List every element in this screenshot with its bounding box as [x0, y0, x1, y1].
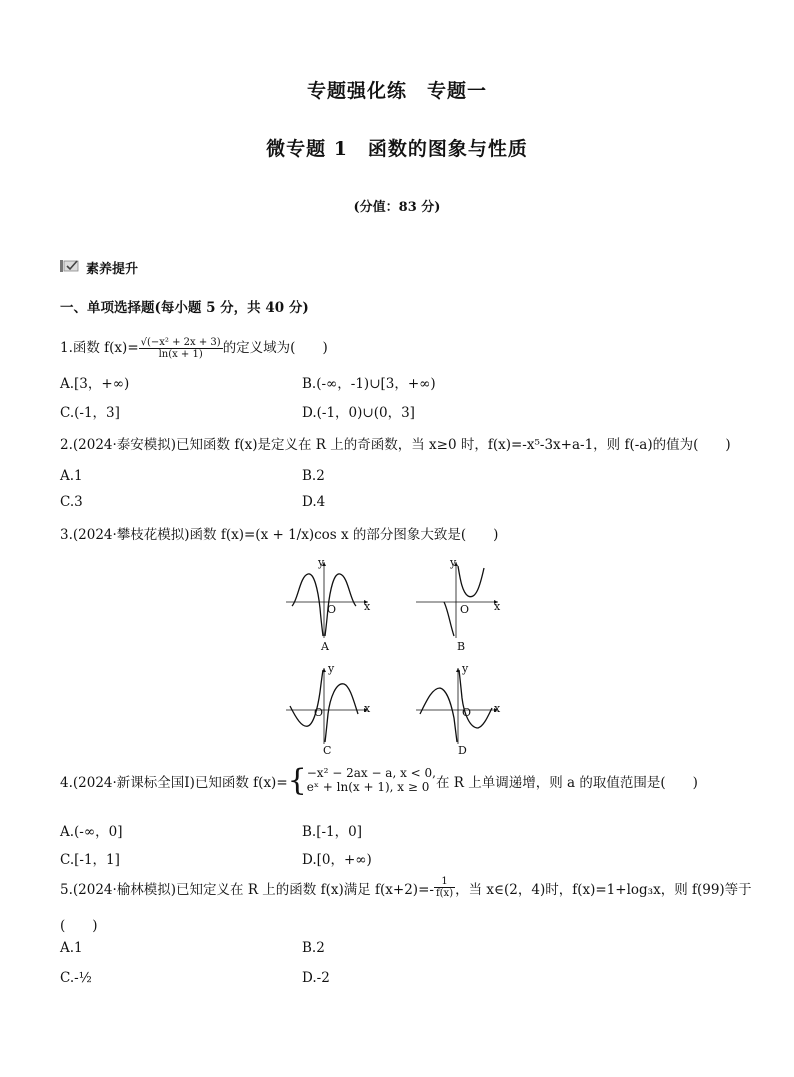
q1-fraction	[139, 337, 223, 360]
q5-option-b[interactable]: B.2	[302, 940, 325, 956]
q5-numerator: 1	[434, 876, 455, 888]
q5-option-d[interactable]: D.-2	[302, 970, 330, 986]
q4-piece-1: −x² − 2ax − a, x < 0,	[306, 766, 436, 781]
q4-option-c[interactable]: C.[-1，1]	[60, 852, 120, 868]
q1-option-b[interactable]: B.(-∞，-1)∪[3，+∞)	[302, 376, 436, 392]
figure-a[interactable]	[284, 556, 376, 653]
q2-option-c[interactable]: C.3	[60, 494, 83, 510]
question-3: 3.(2024·攀枝花模拟)函数 f(x)=(x + 1/x)cos x 的部分图象大致是( )	[60, 527, 499, 543]
q5-option-a[interactable]: A.1	[60, 940, 83, 956]
figure-b-y-label: y	[450, 556, 457, 569]
figure-b-origin: O	[460, 603, 470, 616]
q5-option-c[interactable]: C.-½	[60, 970, 92, 986]
question-1	[60, 336, 328, 360]
figure-d-x-label: x	[494, 702, 501, 715]
section-label: 素养提升	[86, 262, 139, 277]
q4-prefix: 4.(2024·新课标全国Ⅰ)已知函数 f(x)=	[60, 775, 288, 791]
figure-b-x-label: x	[494, 600, 501, 613]
figure-a-x-label: x	[364, 600, 371, 613]
figure-c-origin: O	[314, 706, 324, 719]
q1-option-a[interactable]: A.[3，+∞)	[60, 376, 130, 392]
q1-numerator: √(−x² + 2x + 3)	[140, 337, 221, 348]
question-5	[60, 876, 752, 899]
q4-brace: {	[287, 763, 307, 798]
q4-option-d[interactable]: D.[0，+∞)	[302, 852, 372, 868]
q4-option-a[interactable]: A.(-∞，0]	[60, 824, 123, 840]
question-2: 2.(2024·泰安模拟)已知函数 f(x)是定义在 R 上的奇函数，当 x≥0 时，f(x)=-x⁵-3x+a-1，则 f(-a)的值为( )	[60, 437, 731, 453]
q5-answer-blank: ( )	[60, 918, 98, 934]
figure-b[interactable]	[414, 556, 506, 653]
q5-prefix: 5.(2024·榆林模拟)已知定义在 R 上的函数 f(x)满足 f(x+2)=-	[60, 881, 434, 898]
figure-d[interactable]	[414, 662, 506, 757]
q4-suffix: 在 R 上单调递增，则 a 的取值范围是( )	[436, 775, 698, 791]
figure-a-origin: O	[327, 603, 337, 616]
q1-prefix: 1.函数 f(x)=	[60, 340, 139, 356]
q4-pieces	[307, 767, 436, 795]
checkmark-icon	[60, 259, 80, 277]
figure-d-origin: O	[462, 706, 472, 719]
q1-denominator: ln(x + 1)	[158, 349, 203, 360]
figure-d-label: D	[458, 744, 467, 757]
page-subtitle: 微专题 1 函数的图象与性质	[266, 138, 528, 160]
figure-c-y-label: y	[328, 662, 335, 675]
figure-a-y-label: y	[318, 556, 325, 569]
q4-piece-2: eˣ + ln(x + 1), x ≥ 0	[306, 780, 430, 794]
q1-option-d[interactable]: D.(-1，0)∪(0，3]	[302, 405, 415, 421]
q5-fraction	[434, 876, 455, 899]
figure-c[interactable]	[284, 662, 376, 757]
figure-c-x-label: x	[364, 702, 371, 715]
part-title: 一、单项选择题(每小题 5 分，共 40 分)	[60, 300, 309, 316]
score-note: (分值：83 分)	[353, 200, 441, 215]
q5-suffix: ，当 x∈(2，4)时，f(x)=1+log₃x，则 f(99)等于	[455, 881, 752, 898]
figure-a-label: A	[321, 640, 329, 653]
figure-c-label: C	[323, 744, 332, 757]
figure-b-label: B	[457, 640, 466, 653]
figure-d-y-label: y	[462, 662, 469, 675]
q1-suffix: 的定义域为( )	[222, 340, 328, 356]
q5-denominator: f(x)	[435, 888, 454, 899]
page-title: 专题强化练 专题一	[306, 80, 487, 102]
q2-option-b[interactable]: B.2	[302, 468, 325, 484]
q1-option-c[interactable]: C.(-1，3]	[60, 405, 120, 421]
question-4	[60, 763, 698, 798]
q2-option-a[interactable]: A.1	[60, 468, 83, 484]
section-header	[60, 258, 138, 277]
q2-option-d[interactable]: D.4	[302, 494, 326, 510]
q4-option-b[interactable]: B.[-1，0]	[302, 824, 362, 840]
